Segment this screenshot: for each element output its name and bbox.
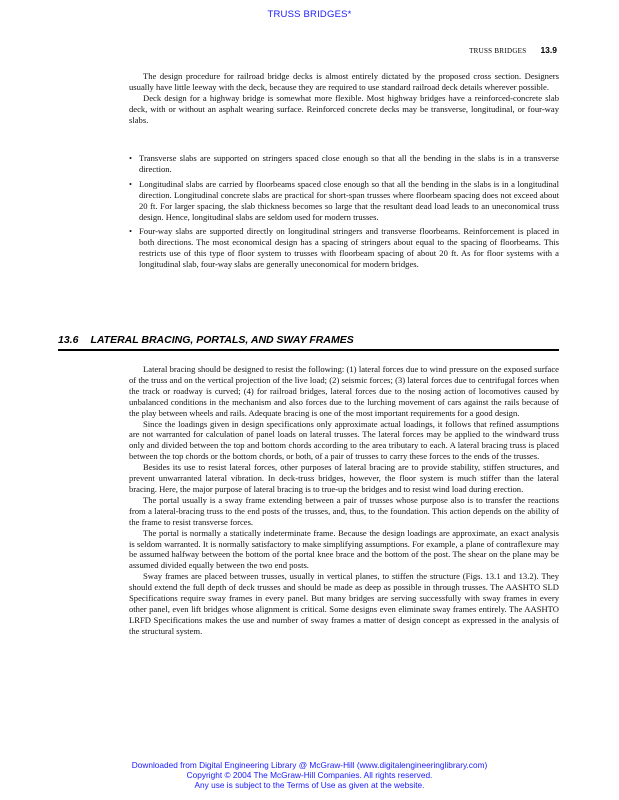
document-banner: TRUSS BRIDGES*	[267, 9, 352, 20]
list-item	[129, 226, 559, 270]
intro-paragraph: Deck design for a highway bridge is somewhat more flexible. Most highway bridges have a reinforced-concrete slab deck, with or without an asphalt wearing surface. Reinforced concrete decks may be transverse, longitudinal, or four-way slabs.	[129, 92, 559, 125]
footer-download-link[interactable]: Downloaded from Digital Engineering Library @ McGraw-Hill (www.digitalengineeringlibrary.com)	[131, 760, 488, 770]
section-number: 13.6	[58, 334, 79, 346]
section-divider	[58, 349, 559, 351]
intro-paragraph: The design procedure for railroad bridge decks is almost entirely dictated by the proposed cross section. Designers usually have little leeway with the deck, because they are required to use standard railroad deck details wherever possible.	[129, 71, 559, 92]
list-item-text: Four-way slabs are supported directly on longitudinal stringers and transverse floorbeams. Reinforcement is placed in both directions. The most economical design has a spacing of stringers about equal to the spacing of floorbeams. This restricts use of this type of floor system to trusses with floorbeam spacing of about 20 ft. As for floor systems with a longitudinal slab, four-way slabs are generally uneconomical for modern bridges.	[139, 226, 559, 270]
running-head-title: TRUSS BRIDGES	[469, 47, 527, 55]
section-heading	[58, 334, 559, 346]
page-number: 13.9	[540, 45, 557, 55]
section-title: LATERAL BRACING, PORTALS, AND SWAY FRAMES	[90, 334, 354, 346]
bullet-icon: •	[129, 178, 133, 189]
download-footer	[0, 760, 619, 790]
bullet-icon: •	[129, 226, 133, 237]
section-body	[129, 364, 559, 637]
deck-types-list	[129, 153, 559, 274]
body-paragraph: Sway frames are placed between trusses, usually in vertical planes, to stiffen the structure (Figs. 13.1 and 13.2). They should extend the full depth of deck trusses and should be made as deep as possible in through trusses. The AASHTO SLD Specifications require sway frames in every panel. But many bridges are serving successfully with sway frames in every other panel, even lift bridges whose alignment is critical. Some designs even eliminate sway frames entirely. The AASHTO LRFD Specifications makes the use and number of sway frames a matter of design concept as expressed in the analysis of the structural system.	[129, 571, 559, 636]
body-paragraph: Since the loadings given in design specifications only approximate actual loadings, it follows that refined assumptions are not warranted for calculation of panel loads on lateral trusses. The lateral forces may be applied to the windward truss only and divided between the top and bottom chords according to the area tributary to each. A lateral bracing truss is placed between the top chords or the bottom chords, or both, of a pair of trusses to carry these forces to the ends of the trusses.	[129, 418, 559, 462]
list-item-text: Transverse slabs are supported on stringers spaced close enough so that all the bending in the slabs is in a transverse direction.	[139, 153, 559, 174]
body-paragraph: Besides its use to resist lateral forces, other purposes of lateral bracing are to provide stability, stiffen structures, and prevent unwarranted lateral vibration. In deck-truss bridges, however, the floor system is much stiffer than the lateral bracing. Here, the major purpose of lateral bracing is to true-up the bridges and to resist wind load during erection.	[129, 462, 559, 494]
bullet-icon: •	[129, 153, 133, 163]
footer-copyright: Copyright © 2004 The McGraw-Hill Companies. All rights reserved.	[186, 770, 433, 780]
list-item	[129, 179, 559, 223]
list-item	[129, 153, 559, 175]
body-paragraph: Lateral bracing should be designed to resist the following: (1) lateral forces due to wind pressure on the exposed surface of the truss and on the vertical projection of the live load; (2) seismic forces; (3) lateral forces due to centrifugal forces when the track or roadway is curved; (4) for railroad bridges, lateral forces due to the nosing action of locomotives caused by unbalanced conditions in the mechanism and also forces due to the lurching movement of cars against the rails because of the play between wheels and rails. Adequate bracing is one of the most important requirements for a good design.	[129, 364, 559, 418]
body-paragraph: The portal usually is a sway frame extending between a pair of trusses whose purpose also is to transfer the reactions from a lateral-bracing truss to the end posts of the trusses, and, thus, to the foundation. This action depends on the ability of the frame to resist transverse forces.	[129, 494, 559, 527]
running-head	[469, 45, 557, 55]
footer-terms-link[interactable]: Any use is subject to the Terms of Use as given at the website.	[194, 780, 425, 790]
list-item-text: Longitudinal slabs are carried by floorbeams spaced close enough so that all the bending in the slabs is in a longitudinal direction. Longitudinal concrete slabs are practical for short-span trusses where floorbeam spacing does not exceed about 20 ft. For larger spacing, the slab thickness becomes so large that the resultant dead load leads to an uneconomical truss design. Hence, longitudinal slabs are seldom used for modern trusses.	[139, 178, 559, 222]
body-paragraph: The portal is normally a statically indeterminate frame. Because the design loadings are approximate, an exact analysis is seldom warranted. It is normally satisfactory to make simplifying assumptions. For example, a plane of contraflexure may be assumed halfway between the bottom of the portal knee brace and the bottom of the post. The shear on the plane may be assumed divided equally between the two end posts.	[129, 527, 559, 571]
intro-text	[129, 71, 559, 126]
